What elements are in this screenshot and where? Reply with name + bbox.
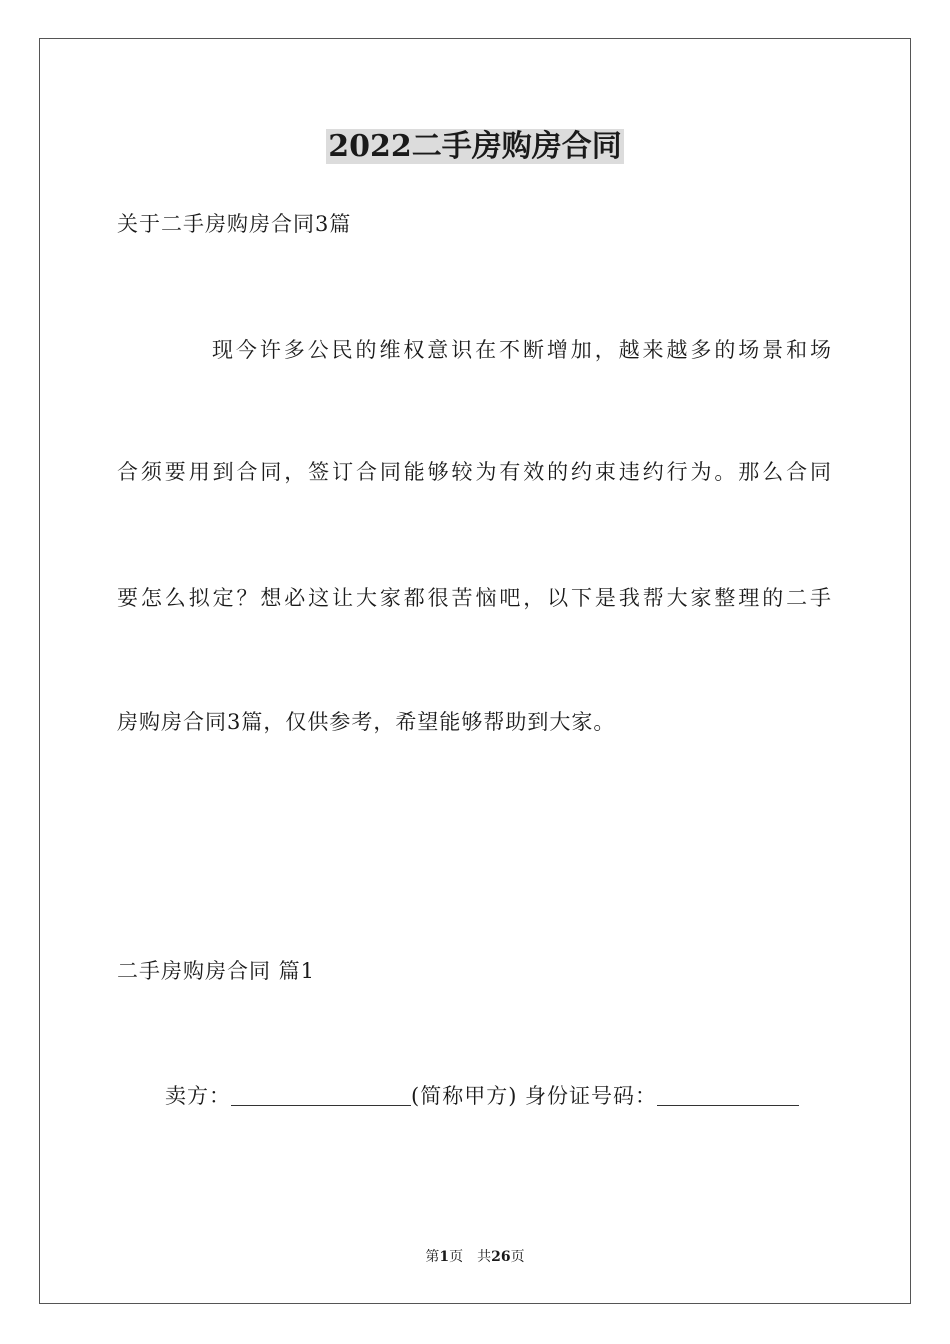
intro-line-2: 合须要用到合同，签订合同能够较为有效的约束违约行为。那么合同 [117, 460, 831, 484]
intro-line-1: 现今许多公民的维权意识在不断增加，越来越多的场景和场 [212, 338, 831, 362]
intro-line-4: 房购房合同3篇，仅供参考，希望能够帮助到大家。 [117, 710, 616, 734]
document-title-text: 2022二手房购房合同 [328, 129, 622, 164]
seller-note: (简称甲方) 身份证号码： [411, 1084, 658, 1108]
seller-label: 卖方： [165, 1084, 231, 1108]
seller-row [165, 1081, 799, 1111]
footer-page-mid: 页 共 [449, 1249, 492, 1265]
page-footer [0, 1248, 950, 1266]
footer-page-total: 26 [491, 1249, 511, 1265]
document-subtitle: 关于二手房购房合同3篇 [117, 212, 352, 236]
seller-name-blank [231, 1083, 411, 1106]
section-heading: 二手房购房合同 篇1 [117, 959, 316, 983]
seller-id-blank [657, 1083, 799, 1106]
intro-line-3: 要怎么拟定？想必这让大家都很苦恼吧，以下是我帮大家整理的二手 [117, 586, 831, 610]
footer-page-suffix: 页 [510, 1249, 525, 1265]
footer-page-number: 1 [439, 1249, 450, 1265]
footer-page-prefix: 第 [425, 1249, 440, 1265]
document-title [0, 126, 950, 168]
